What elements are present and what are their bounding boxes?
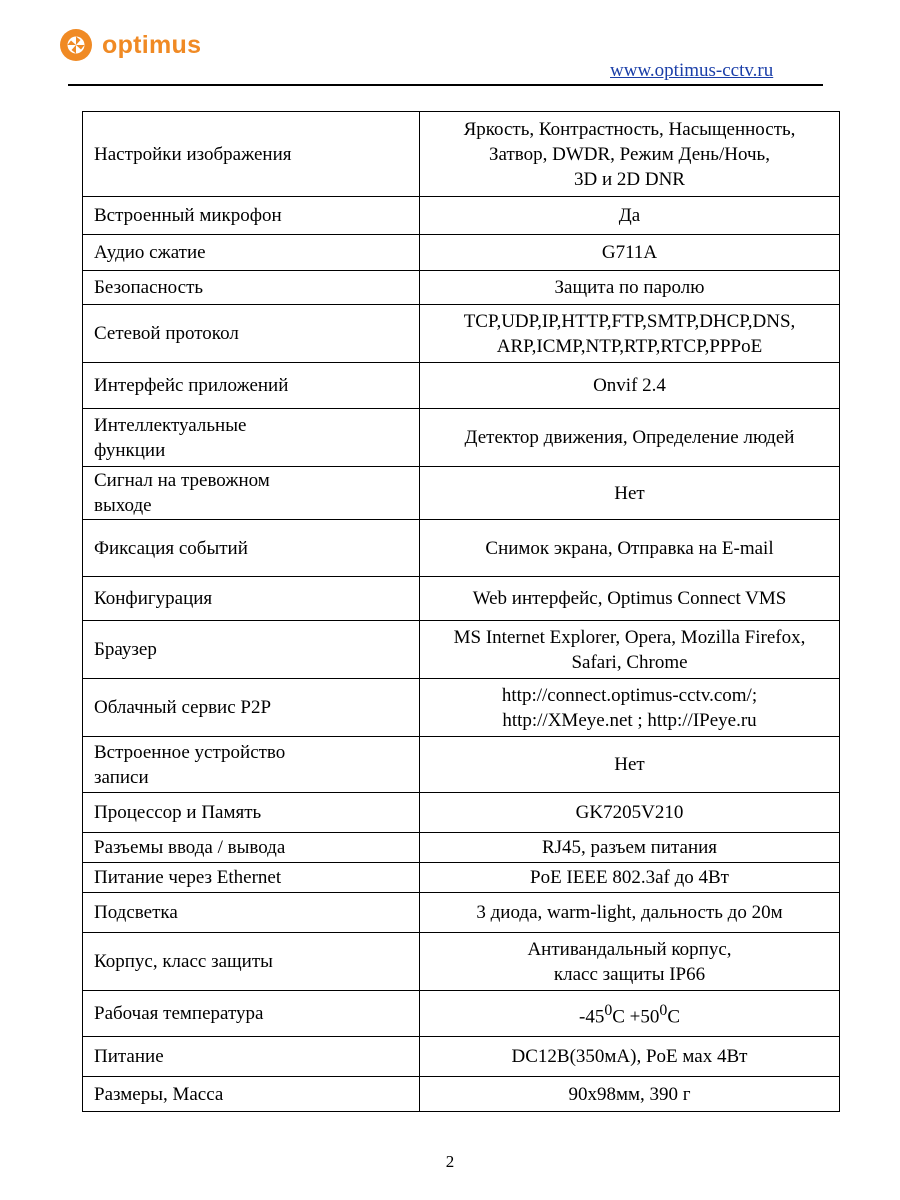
aperture-logo-icon: [58, 27, 94, 63]
param-cell: Сигнал на тревожном выходе: [83, 467, 420, 520]
value-cell: Нет: [420, 737, 840, 793]
value-cell: Детектор движения, Определение людей: [420, 409, 840, 467]
value-cell: PoE IEEE 802.3af до 4Вт: [420, 863, 840, 893]
table-row: [83, 893, 840, 933]
param-cell: Встроенный микрофон: [83, 197, 420, 235]
page-number: 2: [445, 1152, 455, 1171]
table-row: [83, 305, 840, 363]
param-cell: Настройки изображения: [83, 112, 420, 197]
value-cell: G711A: [420, 235, 840, 271]
param-cell: Разъемы ввода / вывода: [83, 833, 420, 863]
value-cell: RJ45, разъем питания: [420, 833, 840, 863]
table-row: [83, 467, 840, 520]
table-row: [83, 271, 840, 305]
table-row: [83, 197, 840, 235]
value-cell: Яркость, Контрастность, Насыщенность, Затвор, DWDR, Режим День/Ночь, 3D и 2D DNR: [420, 112, 840, 197]
website-link[interactable]: www.optimus-cctv.ru: [610, 60, 774, 81]
param-cell: Фиксация событий: [83, 520, 420, 577]
value-cell: Onvif 2.4: [420, 363, 840, 409]
table-row: [83, 235, 840, 271]
param-cell: Питание: [83, 1037, 420, 1077]
table-row: [83, 1037, 840, 1077]
param-cell: Браузер: [83, 621, 420, 679]
value-cell: Web интерфейс, Optimus Connect VMS: [420, 577, 840, 621]
value-cell: Нет: [420, 467, 840, 520]
value-cell: 90x98мм, 390 г: [420, 1077, 840, 1112]
param-cell: Конфигурация: [83, 577, 420, 621]
table-row: [83, 1077, 840, 1112]
value-cell: 3 диода, warm-light, дальность до 20м: [420, 893, 840, 933]
param-cell: Аудио сжатие: [83, 235, 420, 271]
param-cell: Рабочая температура: [83, 991, 420, 1037]
value-cell: Снимок экрана, Отправка на E-mail: [420, 520, 840, 577]
param-cell: Питание через Ethernet: [83, 863, 420, 893]
table-row: [83, 737, 840, 793]
table-row: [83, 363, 840, 409]
param-cell: Подсветка: [83, 893, 420, 933]
value-cell: Защита по паролю: [420, 271, 840, 305]
table-row: [83, 793, 840, 833]
table-row: [83, 991, 840, 1037]
param-cell: Процессор и Память: [83, 793, 420, 833]
table-row: [83, 833, 840, 863]
header-divider: [68, 84, 823, 86]
table-row: [83, 863, 840, 893]
table-row: [83, 679, 840, 737]
table-row: [83, 520, 840, 577]
table-row: [83, 409, 840, 467]
param-cell: Интеллектуальные функции: [83, 409, 420, 467]
param-cell: Размеры, Масса: [83, 1077, 420, 1112]
param-cell: Интерфейс приложений: [83, 363, 420, 409]
value-cell: DC12В(350мА), PoE мах 4Вт: [420, 1037, 840, 1077]
param-cell: Сетевой протокол: [83, 305, 420, 363]
param-cell: Облачный сервис P2P: [83, 679, 420, 737]
value-cell: Антивандальный корпус, класс защиты IP66: [420, 933, 840, 991]
value-cell: http://connect.optimus-cctv.com/; http://XMeye.net ; http://IPeye.ru: [420, 679, 840, 737]
param-cell: Корпус, класс защиты: [83, 933, 420, 991]
brand-name: optimus: [102, 31, 202, 59]
value-cell: Да: [420, 197, 840, 235]
brand-logo: [58, 27, 201, 63]
table-row: [83, 577, 840, 621]
param-cell: Безопасность: [83, 271, 420, 305]
table-row: [83, 621, 840, 679]
param-cell: Встроенное устройство записи: [83, 737, 420, 793]
specifications-table: [82, 111, 840, 1112]
table-row: [83, 112, 840, 197]
value-cell: TCP,UDP,IP,HTTP,FTP,SMTP,DHCP,DNS, ARP,ICMP,NTP,RTP,RTCP,PPPoE: [420, 305, 840, 363]
value-cell: $-45^0C +50^0C$: [420, 991, 840, 1037]
table-row: [83, 933, 840, 991]
value-cell: GK7205V210: [420, 793, 840, 833]
value-cell: MS Internet Explorer, Opera, Mozilla Firefox, Safari, Chrome: [420, 621, 840, 679]
